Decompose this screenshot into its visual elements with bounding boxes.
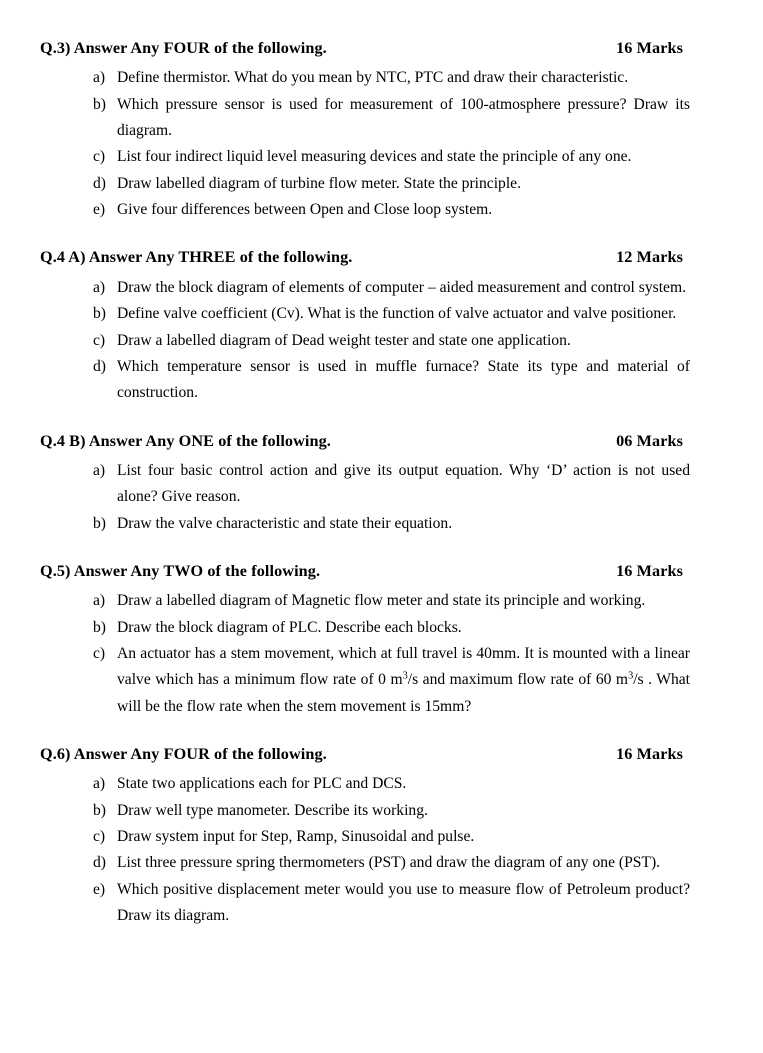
- sub-question-marker: c): [93, 331, 106, 349]
- sub-question-text: Which temperature sensor is used in muffle furnace? State its type and material of construction.: [117, 357, 690, 402]
- sub-question-marker: c): [93, 828, 106, 846]
- question-block-q5: [40, 561, 690, 720]
- question-heading-row: [40, 561, 690, 582]
- question-block-q4a: [40, 247, 690, 406]
- question-block-q4b: [40, 431, 690, 537]
- question-marks-label: 12 Marks: [616, 248, 683, 267]
- sub-question-item: [40, 275, 690, 301]
- sub-question-text: Draw system input for Step, Ramp, Sinusoidal and pulse.: [117, 828, 475, 846]
- question-marks-label: 16 Marks: [616, 39, 683, 57]
- sub-question-list: [40, 771, 690, 929]
- sub-question-item: [40, 92, 690, 145]
- sub-question-text: Draw a labelled diagram of Dead weight tester and state one application.: [117, 331, 571, 349]
- sub-question-marker: d): [93, 174, 106, 192]
- sub-question-item: [40, 511, 690, 537]
- sub-question-text: Define valve coefficient (Cv). What is the function of valve actuator and valve positioner.: [117, 305, 677, 323]
- sub-question-text: List four indirect liquid level measuring devices and state the principle of any one.: [117, 148, 632, 166]
- sub-question-marker: a): [93, 775, 106, 793]
- sub-question-marker: a): [93, 592, 106, 610]
- question-heading-text: Q.4 B) Answer Any ONE of the following.: [40, 431, 331, 450]
- question-marks-label: 16 Marks: [616, 561, 683, 580]
- sub-question-text: Draw the block diagram of elements of computer – aided measurement and control system.: [117, 278, 686, 296]
- sub-question-text: List three pressure spring thermometers (PST) and draw the diagram of any one (PST).: [117, 854, 661, 872]
- sub-question-item: [40, 171, 690, 197]
- sub-question-marker: b): [93, 801, 106, 819]
- question-heading-row: [40, 744, 690, 765]
- sub-question-text: Which positive displacement meter would you use to measure flow of Petroleum product? Draw its diagram.: [117, 880, 690, 925]
- sub-question-marker: b): [93, 618, 106, 636]
- sub-question-text: Draw the valve characteristic and state their equation.: [117, 514, 453, 532]
- question-block-q3: [40, 38, 690, 223]
- question-heading-text: Q.6) Answer Any FOUR of the following.: [40, 745, 327, 764]
- sub-question-text: Draw labelled diagram of turbine flow meter. State the principle.: [117, 174, 521, 192]
- sub-question-text: Draw a labelled diagram of Magnetic flow meter and state its principle and working.: [117, 592, 646, 610]
- sub-question-list: [40, 275, 690, 407]
- sub-question-marker: b): [93, 95, 106, 113]
- question-block-q6: [40, 744, 690, 929]
- sub-question-item: [40, 301, 690, 327]
- sub-question-item: [40, 354, 690, 407]
- sub-question-item: [40, 615, 690, 641]
- question-marks-label: 06 Marks: [616, 431, 683, 450]
- sub-question-text: Draw well type manometer. Describe its working.: [117, 801, 428, 819]
- question-heading-text: Q.3) Answer Any FOUR of the following.: [40, 39, 327, 57]
- sub-question-item: [40, 824, 690, 850]
- sub-question-item: [40, 65, 690, 91]
- question-heading-row: [40, 38, 690, 59]
- sub-question-marker: d): [93, 854, 106, 872]
- sub-question-list: [40, 65, 690, 223]
- sub-question-marker: b): [93, 514, 106, 532]
- sub-question-marker: b): [93, 305, 106, 323]
- sub-question-text: State two applications each for PLC and DCS.: [117, 775, 407, 793]
- sub-question-item: [40, 850, 690, 876]
- question-heading-text: Q.4 A) Answer Any THREE of the following.: [40, 248, 353, 267]
- sub-question-marker: c): [93, 645, 106, 662]
- sub-question-text: Give four differences between Open and Close loop system.: [117, 201, 493, 219]
- sub-question-text: An actuator has a stem movement, which at full travel is 40mm. It is mounted with a linear valve which has a minimum flow rate of 0 $m^3/s$ and maximum flow rate of 60 $m^3/s$ . What will be the flow rate when the stem movement is 15mm?: [117, 645, 691, 715]
- question-heading-row: [40, 247, 690, 268]
- sub-question-item: [40, 798, 690, 824]
- sub-question-text: List four basic control action and give its output equation. Why ‘D’ action is not used alone? Give reason.: [117, 461, 690, 506]
- sub-question-list: [40, 588, 690, 720]
- sub-question-item: [40, 588, 690, 614]
- sub-question-text: Which pressure sensor is used for measurement of 100-atmosphere pressure? Draw its diagram.: [117, 95, 690, 140]
- sub-question-list: [40, 458, 690, 537]
- sub-question-marker: e): [93, 880, 106, 898]
- sub-question-item: [40, 328, 690, 354]
- sub-question-marker: e): [93, 201, 106, 219]
- question-sections-container: [40, 38, 690, 929]
- sub-question-text: Draw the block diagram of PLC. Describe each blocks.: [117, 618, 462, 636]
- sub-question-item: [40, 144, 690, 170]
- sub-question-item: [40, 197, 690, 223]
- sub-question-marker: d): [93, 357, 106, 375]
- question-heading-row: [40, 431, 690, 452]
- sub-question-item: [40, 641, 690, 720]
- sub-question-marker: c): [93, 148, 106, 166]
- question-marks-label: 16 Marks: [616, 745, 683, 764]
- sub-question-item: [40, 771, 690, 797]
- sub-question-item: [40, 877, 690, 930]
- question-heading-text: Q.5) Answer Any TWO of the following.: [40, 561, 321, 580]
- sub-question-marker: a): [93, 278, 106, 296]
- sub-question-text: Define thermistor. What do you mean by NTC, PTC and draw their characteristic.: [117, 69, 629, 87]
- sub-question-marker: a): [93, 461, 106, 479]
- sub-question-item: [40, 458, 690, 511]
- sub-question-marker: a): [93, 69, 106, 87]
